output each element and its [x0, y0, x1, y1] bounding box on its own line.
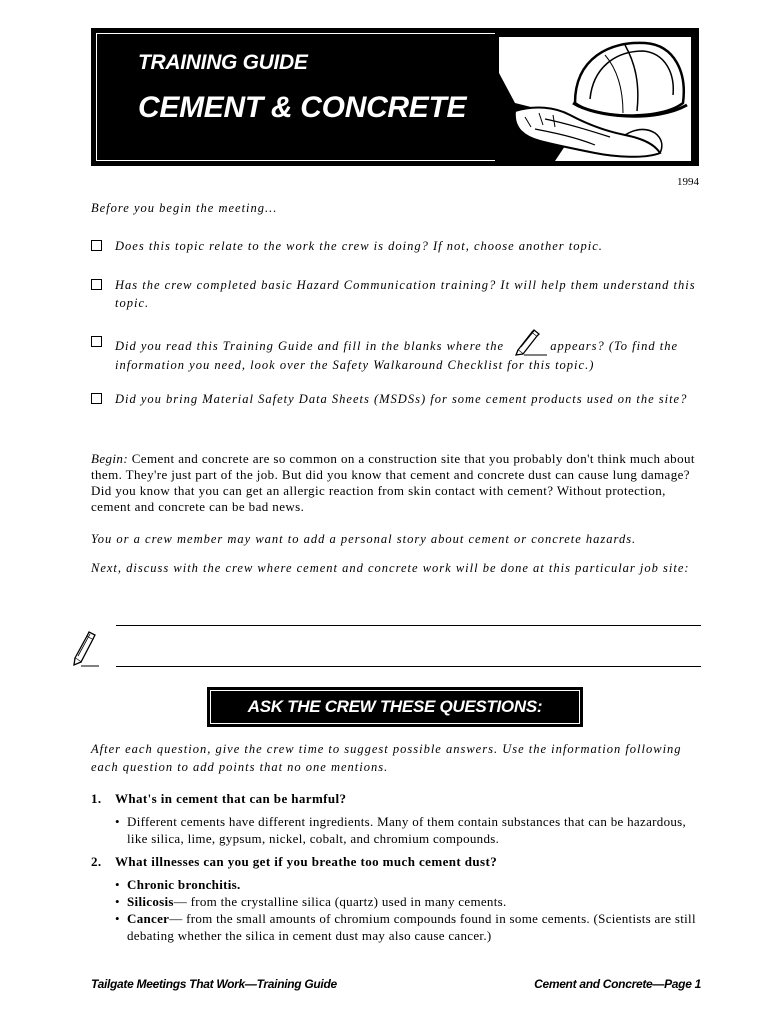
question: [91, 791, 703, 807]
pencil-icon: [510, 328, 548, 356]
checklist-item: [91, 390, 701, 408]
checklist-item: [91, 328, 701, 374]
list-item: [115, 876, 705, 893]
list-item-rest: — from the crystalline silica (quartz) used in many cements.: [173, 894, 507, 909]
bullet-icon: •: [115, 877, 120, 892]
fill-in-line[interactable]: [116, 666, 701, 667]
checklist-item-text: Has the crew completed basic Hazard Communication training? It will help them understand this topic.: [115, 278, 696, 310]
year: 1994: [677, 176, 699, 188]
begin-text: Cement and concrete are so common on a construction site that you probably don't think much about them. They're just part of the job. But did you know that cement and concrete dust can cause lung damage? Did you know that you can get an allergic reaction from skin contact with cement? Without protection, cement and concrete can be bad news.: [91, 451, 695, 514]
question-number: 1.: [91, 791, 102, 806]
question-text: What illnesses can you get if you breathe too much cement dust?: [115, 854, 498, 869]
list-item: [115, 893, 705, 910]
list-item-bold: Chronic bronchitis.: [127, 877, 241, 892]
discuss-prompt: Next, discuss with the crew where cement and concrete work will be done at this particular job site:: [91, 561, 690, 575]
checkbox[interactable]: [91, 336, 102, 347]
footer-left: Tailgate Meetings That Work—Training Guide: [91, 977, 337, 991]
fill-in-line[interactable]: [116, 625, 701, 626]
checklist-item-text-after: appears? (To find the information you need, look over the Safety Walkaround Checklist for this topic.): [115, 339, 679, 372]
header-subtitle: TRAINING GUIDE: [138, 51, 308, 74]
list-item-rest: — from the small amounts of chromium compounds found in some cements. (Scientists are still debating whether the silica in cement dust may also cause cancer.): [127, 911, 696, 943]
list-item: [115, 910, 705, 944]
intro-text: Before you begin the meeting...: [91, 201, 278, 215]
question: [91, 854, 703, 870]
hard-hat-and-gloves-icon: [495, 33, 695, 165]
ask-crew-banner: [207, 687, 583, 727]
checklist-item: [91, 237, 701, 255]
checkbox[interactable]: [91, 240, 102, 251]
checklist-item-text-before: Did you read this Training Guide and fill in the blanks where the: [115, 339, 505, 353]
checklist-item-text: Did you bring Material Safety Data Sheets (MSDSs) for some cement products used on the site?: [115, 392, 688, 406]
question-number: 2.: [91, 854, 102, 869]
list-item-text: [127, 876, 705, 893]
list-item-text: [127, 893, 705, 910]
list-item-bold: Silicosis: [127, 894, 174, 909]
footer-right: Cement and Concrete—Page 1: [534, 977, 701, 991]
ask-crew-label: ASK THE CREW THESE QUESTIONS:: [247, 697, 543, 716]
checklist-item: [91, 276, 701, 312]
pencil-icon: [71, 626, 101, 668]
checklist-item-text: Does this topic relate to the work the crew is doing? If not, choose another topic.: [115, 239, 603, 253]
list-item-text: [127, 910, 705, 944]
list-item: [115, 813, 705, 847]
bullet-icon: •: [115, 911, 120, 926]
bullet-icon: •: [115, 894, 120, 909]
question-text: What's in cement that can be harmful?: [115, 791, 347, 806]
checkbox[interactable]: [91, 393, 102, 404]
after-question-text: After each question, give the crew time to suggest possible answers. Use the information following each question to add points that no one mentions.: [91, 742, 682, 774]
header-title: CEMENT & CONCRETE: [138, 91, 467, 124]
bullet-icon: •: [115, 814, 120, 829]
header-banner: [91, 28, 699, 166]
story-prompt: You or a crew member may want to add a personal story about cement or concrete hazards.: [91, 532, 637, 546]
begin-paragraph: [91, 451, 703, 515]
checklist-item-text: [115, 328, 701, 374]
checkbox[interactable]: [91, 279, 102, 290]
list-item-text: Different cements have different ingredients. Many of them contain substances that can be hazardous, like silica, lime, gypsum, nickel, cobalt, and chromium compounds.: [127, 814, 687, 846]
begin-label: Begin:: [91, 451, 129, 466]
list-item-bold: Cancer: [127, 911, 170, 926]
